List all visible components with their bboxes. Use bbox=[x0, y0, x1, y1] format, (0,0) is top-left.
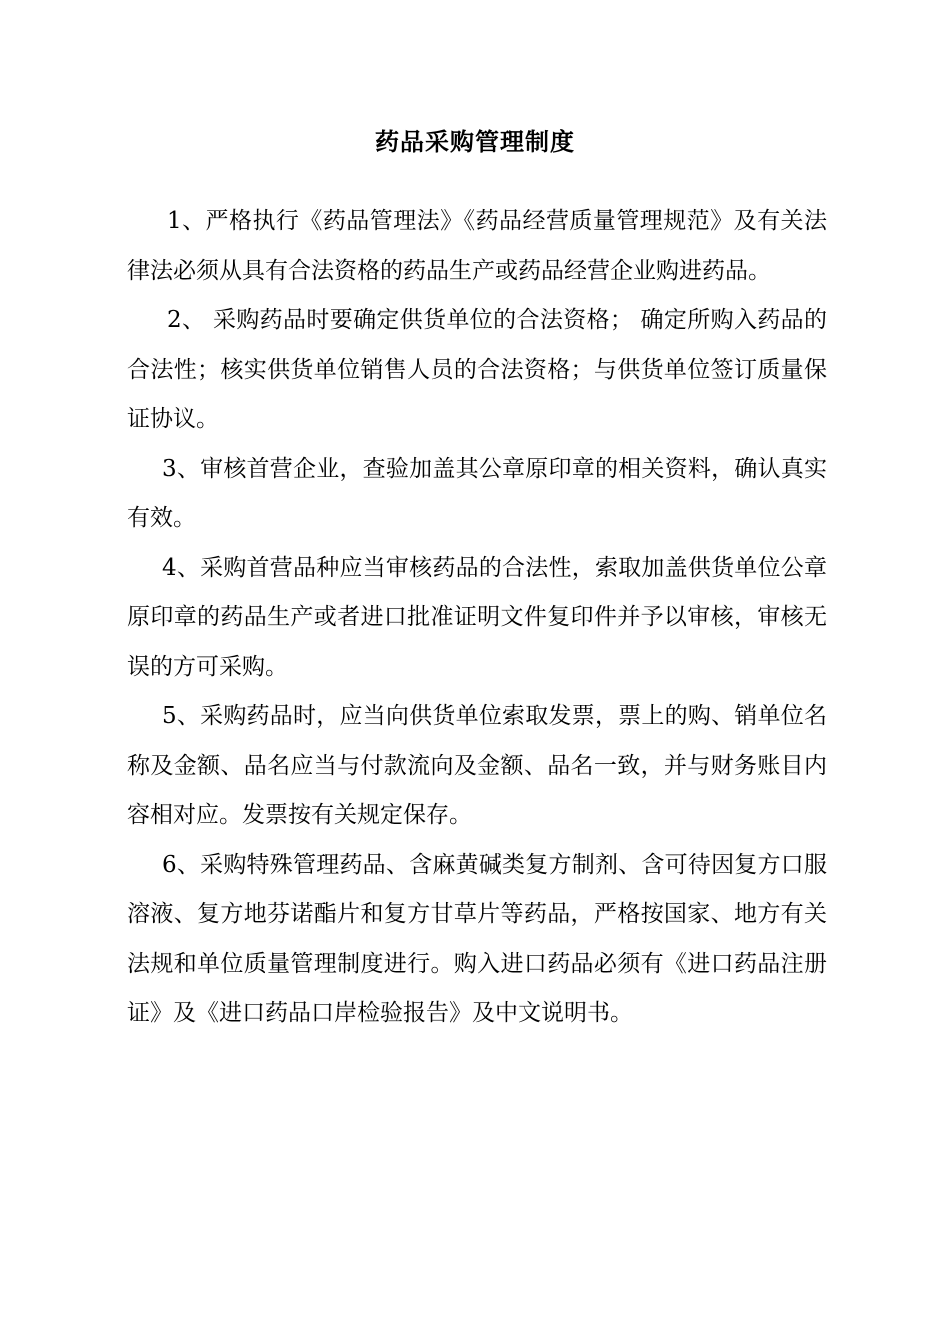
paragraph-6: 6、采购特殊管理药品、含麻黄碱类复方制剂、含可待因复方口服溶液、复方地芬诺酯片和复方甘草片等药品，严格按国家、地方有关法规和单位质量管理制度进行。购入进口药品必须有《进口药品注册证》及《进口药品口岸检验报告》及中文说明书。 bbox=[127, 851, 827, 1026]
document-title: 药品采购管理制度 bbox=[375, 127, 575, 156]
paragraph-4: 4、采购首营品种应当审核药品的合法性，索取加盖供货单位公章原印章的药品生产或者进口批准证明文件复印件并予以审核，审核无误的方可采购。 bbox=[127, 554, 827, 680]
paragraph-2: 2、 采购药品时要确定供货单位的合法资格； 确定所购入药品的合法性；核实供货单位销售人员的合法资格；与供货单位签订质量保证协议。 bbox=[127, 307, 827, 432]
paragraph-3: 3、审核首营企业，查验加盖其公章原印章的相关资料，确认真实有效。 bbox=[127, 455, 827, 531]
document-body bbox=[127, 197, 827, 1039]
paragraph-1: 1、严格执行《药品管理法》《药品经营质量管理规范》及有关法律法必须从具有合法资格的药品生产或药品经营企业购进药品。 bbox=[127, 208, 827, 284]
paragraph-5: 5、采购药品时，应当向供货单位索取发票，票上的购、销单位名称及金额、品名应当与付款流向及金额、品名一致，并与财务账目内容相对应。发票按有关规定保存。 bbox=[127, 703, 827, 828]
